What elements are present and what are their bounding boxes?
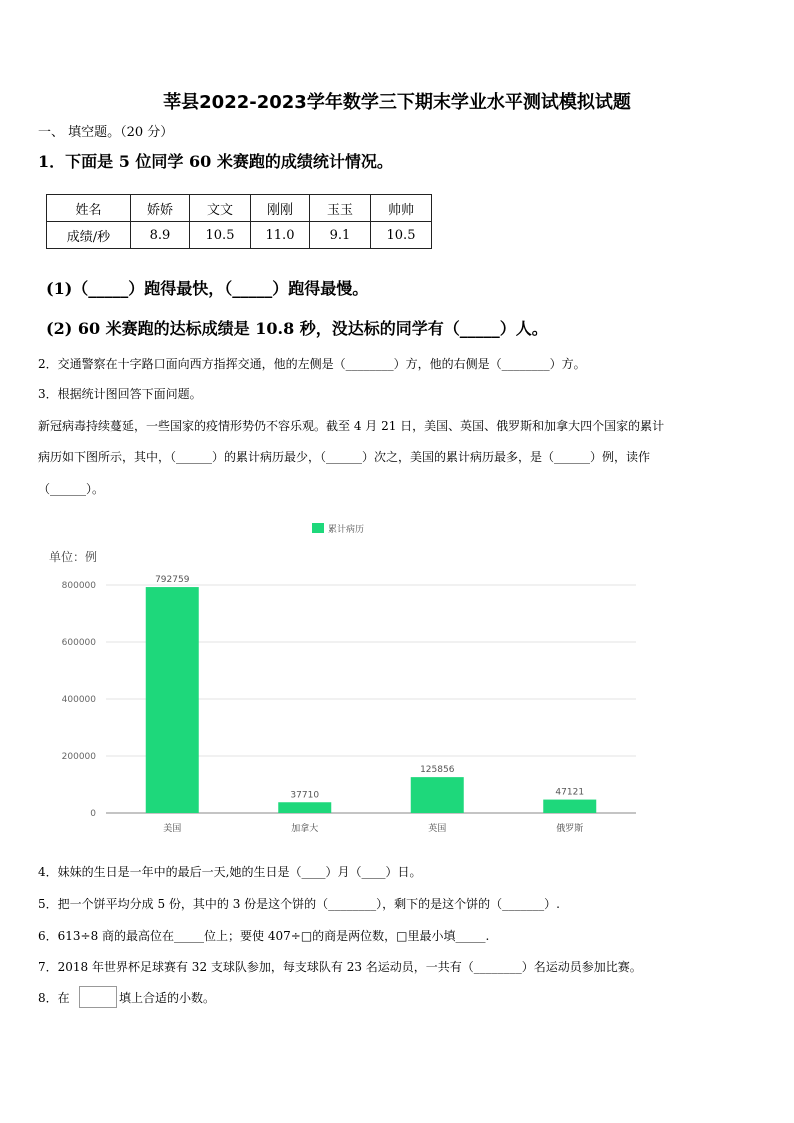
question-3-paragraph-line: 病历如下图所示，其中，（______）的累计病历最少，（______）次之，美国的累计病历最多，是（______）例，读作 <box>38 450 651 464</box>
bar-value-label: 37710 <box>290 790 320 801</box>
x-tick-label: 英国 <box>428 824 447 834</box>
bar-value-label: 47121 <box>555 787 585 798</box>
y-tick-label: 400000 <box>61 695 96 705</box>
x-tick-label: 加拿大 <box>291 824 319 834</box>
question-5: 5．把一个饼平均分成 5 份，其中的 3 份是这个饼的（________），剩下的是这个饼的（_______）. <box>38 897 560 911</box>
page-title: 莘县2022-2023学年数学三下期末学业水平测试模拟试题 <box>163 92 631 113</box>
y-tick-label: 0 <box>90 809 96 819</box>
bar-value-label: 792759 <box>155 575 190 586</box>
table-row <box>47 195 432 222</box>
question-8-prefix: 8．在 <box>38 991 70 1005</box>
question-6: 6．613÷8 商的最高位在_____位上；要使 407÷□的商是两位数，□里最小填_____. <box>38 929 490 943</box>
table-cell: 10.5 <box>371 222 432 249</box>
question-1-part-1: (1)（_____）跑得最快，（_____）跑得最慢。 <box>46 279 369 298</box>
x-tick-label: 俄罗斯 <box>556 824 584 834</box>
bar <box>146 587 199 813</box>
bar <box>278 802 331 813</box>
question-3-stem: 3．根据统计图回答下面问题。 <box>38 387 202 401</box>
bar <box>543 800 596 813</box>
table-cell: 刚刚 <box>251 195 310 222</box>
question-3-paragraph-line: （______）。 <box>38 482 105 496</box>
table-cell: 11.0 <box>251 222 310 249</box>
question-4: 4．妹妹的生日是一年中的最后一天,她的生日是（____）月（____）日。 <box>38 865 422 879</box>
bar-value-label: 125856 <box>420 765 455 776</box>
question-1-part-2: (2) 60 米赛跑的达标成绩是 10.8 秒，没达标的同学有（_____）人。 <box>46 319 548 338</box>
question-3-paragraph-line: 新冠病毒持续蔓延，一些国家的疫情形势仍不容乐观。截至 4 月 21 日，美国、英国、俄罗斯和加拿大四个国家的累计 <box>38 419 665 433</box>
bar-chart <box>0 510 794 840</box>
legend-swatch <box>312 523 324 533</box>
y-axis-label: 单位：例 <box>49 550 98 564</box>
legend-label: 累计病历 <box>328 525 365 535</box>
question-1-stem: 1．下面是 5 位同学 60 米赛跑的成绩统计情况。 <box>38 152 393 171</box>
table-cell: 玉玉 <box>310 195 371 222</box>
table-cell: 8.9 <box>131 222 190 249</box>
x-tick-label: 美国 <box>163 824 182 834</box>
table-cell: 娇娇 <box>131 195 190 222</box>
table-cell: 帅帅 <box>371 195 432 222</box>
answer-box[interactable] <box>79 986 117 1008</box>
bar <box>411 777 464 813</box>
y-tick-label: 800000 <box>61 581 96 591</box>
scores-table <box>46 194 432 249</box>
question-2: 2．交通警察在十字路口面向西方指挥交通，他的左侧是（________）方，他的右侧是（________）方。 <box>38 357 586 371</box>
section-heading: 一、 填空题。（20 分） <box>38 125 174 140</box>
table-cell: 姓名 <box>47 195 131 222</box>
table-cell: 文文 <box>190 195 251 222</box>
table-cell: 成绩/秒 <box>47 222 131 249</box>
y-tick-label: 200000 <box>61 752 96 762</box>
table-cell: 10.5 <box>190 222 251 249</box>
table-row <box>47 222 432 249</box>
question-8-suffix: 填上合适的小数。 <box>119 991 216 1005</box>
table-cell: 9.1 <box>310 222 371 249</box>
question-7: 7．2018 年世界杯足球赛有 32 支球队参加，每支球队有 23 名运动员，一共有（________）名运动员参加比赛。 <box>38 960 642 974</box>
y-tick-label: 600000 <box>61 638 96 648</box>
